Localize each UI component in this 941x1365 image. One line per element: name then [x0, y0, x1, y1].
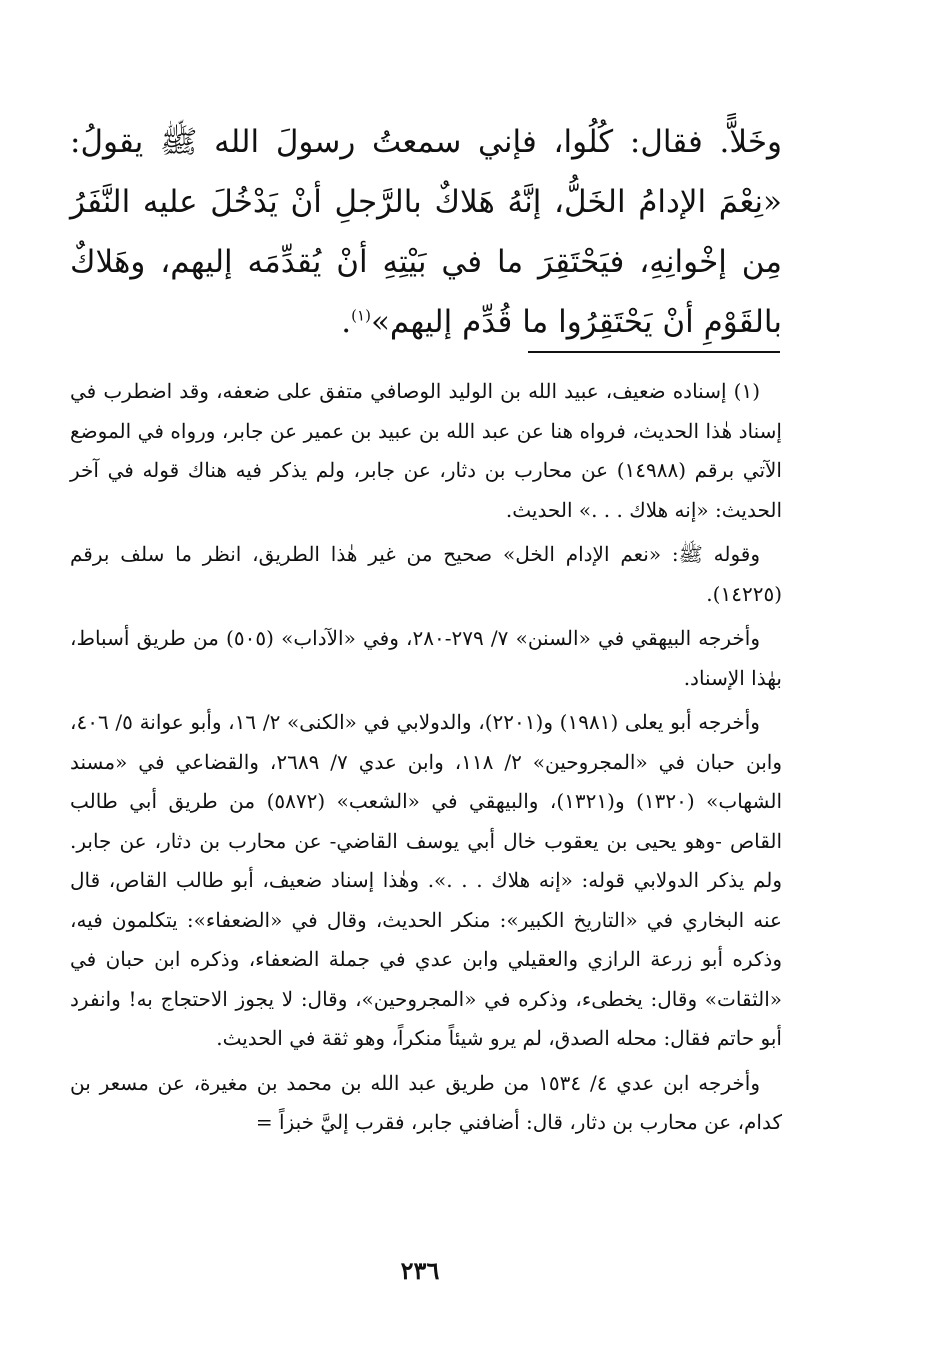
- main-text-paragraph: [70, 112, 782, 352]
- footnote-ref-marker: (١): [351, 306, 371, 325]
- page-number: ٢٣٦: [400, 1256, 440, 1285]
- footnote-paragraph-5: وأخرجه ابن عدي ٤/ ١٥٣٤ من طريق عبد الله بن محمد بن مغيرة، عن مسعر بن كدام، عن محارب بن دثار، قال: أضافني جابر، فقرب إليَّ خبزاً =: [70, 1070, 782, 1134]
- footnote-separator-rule: [528, 351, 780, 353]
- footnote-paragraph-1: (١) إسناده ضعيف، عبيد الله بن الوليد الوصافي متفق على ضعفه، وقد اضطرب في إسناد هٰذا الحديث، فرواه هنا عن عبد الله بن عبيد بن عمير عن جابر، ورواه في الموضع الآتي برقم (١٤٩٨٨) عن محارب بن دثار، عن جابر، ولم يذكر فيه هناك قوله في آخر الحديث: «إنه هلاك . . .» الحديث.: [70, 379, 782, 522]
- footnotes-section: [70, 372, 782, 1148]
- main-text-body: وخَلاًّ. فقال: كُلُوا، فإني سمعتُ رسولَ الله ﷺ يقولُ: «نِعْمَ الإدامُ الخَلُّ، إنَّهُ هَلاكٌ بالرَّجلِ أنْ يَدْخُلَ عليه النَّفَرُ مِن إخْوانِهِ، فيَحْتَقِرَ ما في بَيْتِهِ أنْ يُقدِّمَه إليهم، وهَلاكٌ بالقَوْمِ أنْ يَحْتَقِرُوا ما قُدِّم إليهم»: [70, 124, 782, 340]
- footnote-paragraph-2: وقوله ﷺ: «نعم الإدام الخل» صحيح من غير هٰذا الطريق، انظر ما سلف برقم (١٤٢٢٥).: [70, 542, 782, 606]
- footnote-paragraph-4: وأخرجه أبو يعلى (١٩٨١) و(٢٢٠١)، والدولابي في «الكنى» ٢/ ١٦، وأبو عوانة ٥/ ٤٠٦، وابن حبان في «المجروحين» ٢/ ١١٨، وابن عدي ٧/ ٢٦٨٩، والقضاعي في «مسند الشهاب» (١٣٢٠) و(١٣٢١)، والبيهقي في «الشعب» (٥٨٧٢) من طريق أبي طالب القاص -وهو يحيى بن يعقوب خال أبي يوسف القاضي- عن محارب بن دثار، عن جابر. ولم يذكر الدولابي قوله: «إنه هلاك . . .». وهٰذا إسناد ضعيف، أبو طالب القاص، قال عنه البخاري في «التاريخ الكبير»: منكر الحديث، وقال في «الضعفاء»: يتكلمون فيه، وذكره أبو زرعة الرازي والعقيلي وابن عدي في جملة الضعفاء، وذكره ابن حبان في «الثقات» وقال: يخطىء، وذكره في «المجروحين»، وقال: لا يجوز الاحتجاج به! وانفرد أبو حاتم فقال: محله الصدق، لم يرو شيئاً منكراً، وهو ثقة في الحديث.: [70, 710, 783, 1050]
- main-text-end-punct: .: [341, 304, 352, 340]
- footnote-paragraph-3: وأخرجه البيهقي في «السنن» ٧/ ٢٧٩-٢٨٠، وفي «الآداب» (٥٠٥) من طريق أسباط، بهٰذا الإسناد.: [70, 626, 782, 690]
